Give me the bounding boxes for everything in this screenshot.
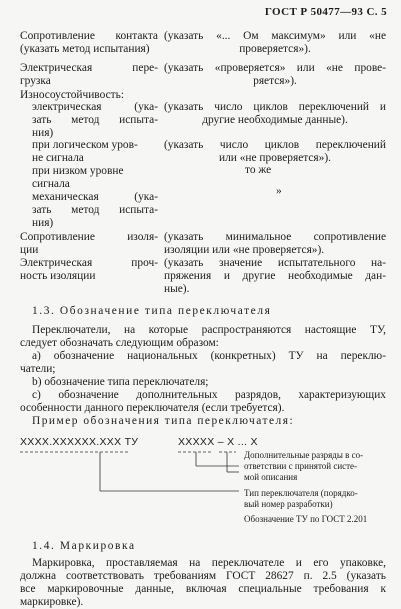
list-item: чатели; — [20, 363, 56, 375]
row-label: ность изоляции — [20, 270, 96, 282]
row-label: ния) — [32, 217, 54, 229]
list-item: а) обозначение национальных (конкретных) ТУ на переклю- — [32, 350, 386, 362]
paragraph-line: следует обозначать следующим образом: — [20, 337, 219, 349]
list-item: особенности данного переключателя (если требуется). — [20, 402, 285, 414]
example-title: Пример обозначения типа переключателя: — [32, 415, 295, 427]
diagram-label: Дополнительные разряды в со- — [244, 450, 364, 460]
row-label: электрическая (ука- — [32, 101, 158, 113]
paragraph-line: Маркировка, проставляемая на переключателе и его упаковке, — [32, 557, 386, 569]
designation-code-left: XXXX.XXXXXX.XXX ТУ — [20, 436, 139, 448]
row-value: (указать «... Ом максимум» или «не — [164, 30, 386, 42]
row-value: ные). — [164, 283, 190, 295]
row-value: проверяется»). — [239, 43, 311, 55]
row-label: Электрическая проч- — [20, 257, 158, 269]
row-value: пряжения и другие необходимые дан- — [164, 270, 386, 282]
row-value: (указать число циклов переключений — [164, 139, 386, 151]
row-label: зать метод испыта- — [32, 114, 158, 126]
section-title: 1.4. Маркировка — [32, 540, 136, 552]
row-label: при низком уровне — [32, 165, 124, 177]
paragraph-line: Переключатели, на которые распространяются настоящие ТУ, — [32, 324, 386, 336]
row-label: при логическом уров- — [32, 139, 138, 151]
paragraph-line: должна соответствовать требованиям ГОСТ 28627 п. 2.5 (указать — [20, 570, 386, 582]
row-label: Электрическая пере- — [20, 62, 158, 74]
row-value: или «не проверяется»). — [218, 152, 331, 164]
diagram-label: ответствии с принятой систе- — [244, 461, 358, 471]
row-value: » — [276, 185, 282, 197]
page-header: ГОСТ Р 50477—93 С. 5 — [264, 6, 387, 18]
row-label: (указать метод испытания) — [20, 43, 150, 55]
section-title: 1.3. Обозначение типа переключателя — [32, 305, 272, 317]
row-label: ния) — [32, 127, 54, 139]
row-value: то же — [245, 164, 272, 176]
row-value: другие необходимые данные). — [202, 114, 348, 126]
row-value: ряется»). — [253, 75, 297, 87]
row-value: (указать число циклов переключений и — [164, 101, 386, 113]
row-label: Сопротивление изоля- — [20, 231, 158, 243]
row-label: не сигнала — [32, 152, 84, 164]
row-label: Износоустойчивость: — [20, 89, 124, 101]
list-item: b) обозначение типа переключателя; — [32, 376, 209, 388]
row-label: сигнала — [32, 178, 70, 190]
row-value: (указать «проверяется» или «не прове- — [164, 62, 386, 74]
row-value: изоляции или «не проверяется»). — [164, 244, 325, 256]
row-label: механическая (ука- — [32, 191, 158, 203]
diagram-label: вый номер разработки) — [244, 499, 333, 509]
designation-code-right: XXXXX – X ... X — [178, 436, 258, 448]
diagram-label: мой описания — [244, 472, 298, 482]
paragraph-line: все маркировочные данные, включая специальные требования к — [20, 583, 386, 595]
row-label: грузка — [20, 75, 51, 87]
row-label: Сопротивление контакта — [20, 30, 158, 42]
diagram-label: Обозначение ТУ по ГОСТ 2.201 — [244, 514, 368, 524]
paragraph-line: маркировке). — [20, 596, 84, 608]
row-value: (указать значение испытательного на- — [164, 257, 386, 269]
row-value: (указать минимальное сопротивление — [164, 231, 386, 243]
diagram-label: Тип переключателя (порядко- — [244, 488, 358, 498]
list-item: с) обозначение дополнительных разрядов, характеризующих — [32, 389, 386, 401]
row-label: зать метод испыта- — [32, 204, 158, 216]
row-label: ции — [20, 244, 39, 256]
